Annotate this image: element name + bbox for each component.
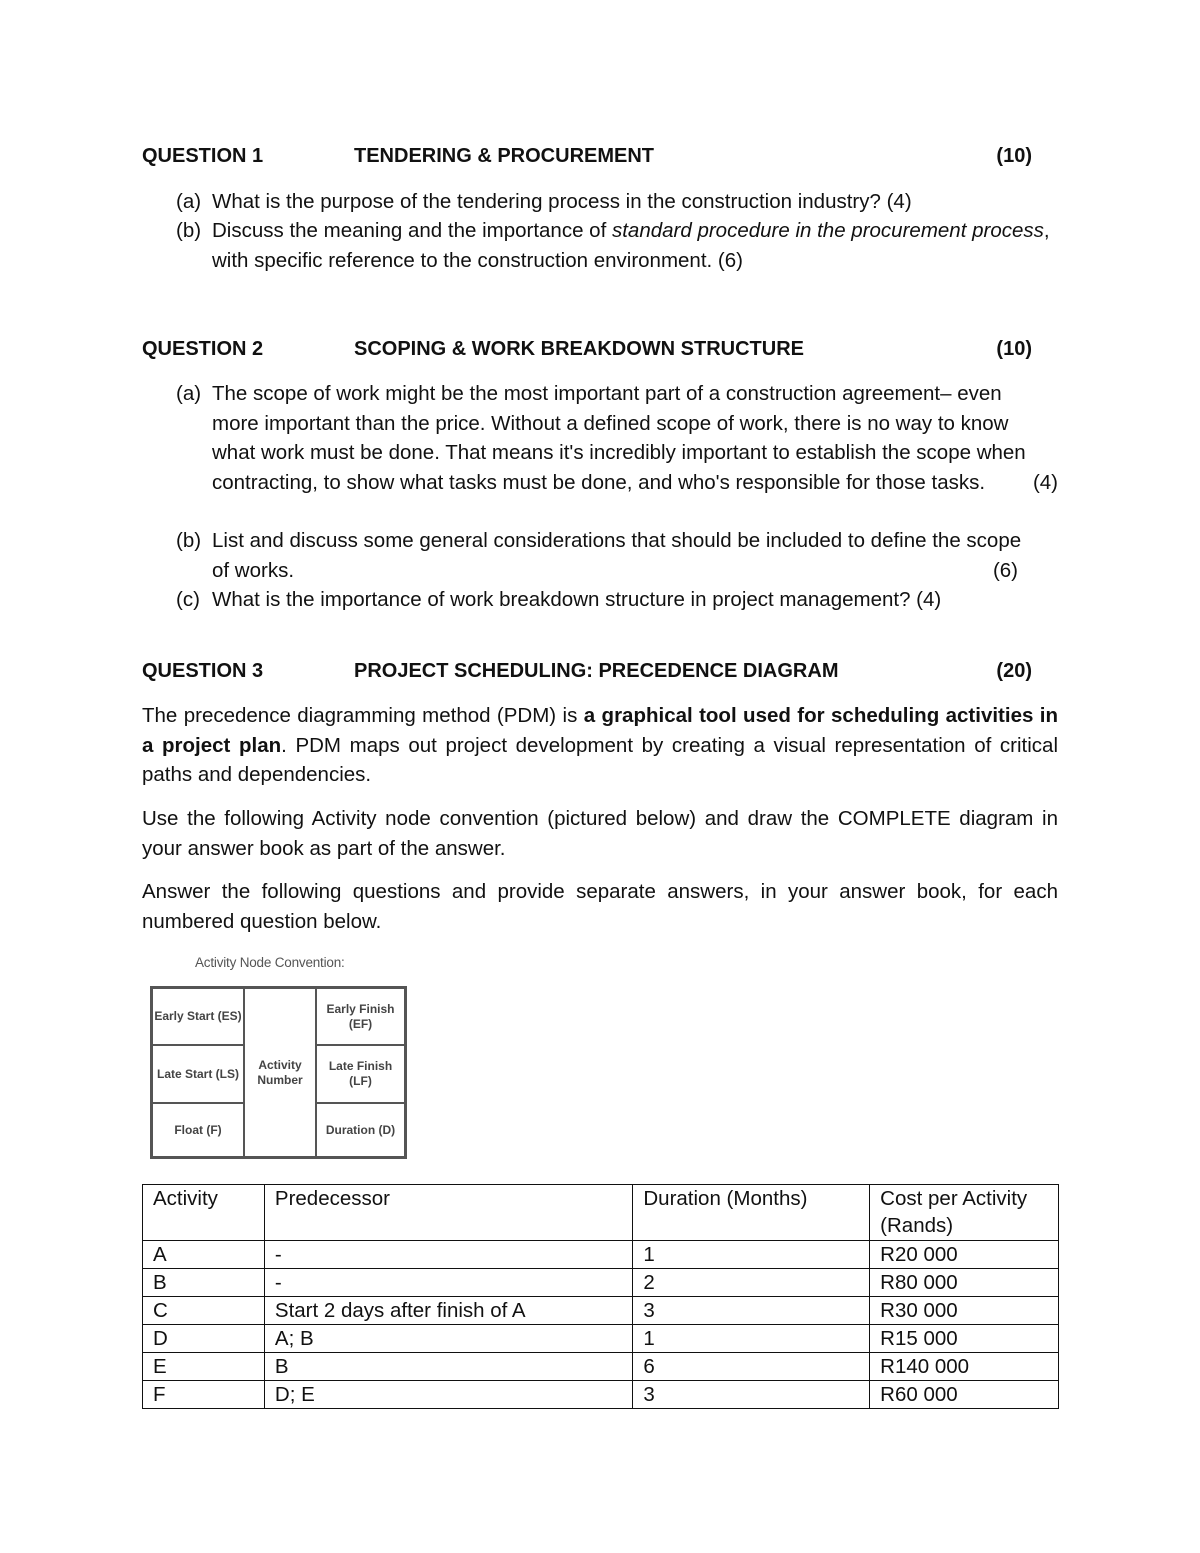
table-cell: 1 — [633, 1325, 870, 1353]
question-2-heading — [142, 334, 1032, 364]
cell-late-start: Late Start (LS) — [152, 1045, 244, 1103]
table-cell: 3 — [633, 1297, 870, 1325]
table-row — [143, 1269, 1059, 1297]
question-1b — [176, 216, 1056, 275]
activity-table — [142, 1184, 1059, 1409]
table-cell: 3 — [633, 1381, 870, 1409]
item-label: (a) — [176, 382, 202, 405]
table-cell: B — [143, 1269, 265, 1297]
table-row — [143, 1353, 1059, 1381]
cell-duration: Duration (D) — [316, 1103, 405, 1157]
table-cell: A — [143, 1241, 265, 1269]
cell-late-finish: Late Finish (LF) — [316, 1045, 405, 1103]
item-label: (b) — [176, 219, 202, 242]
item-text-italic: standard procedure in the procurement process — [611, 219, 1044, 242]
table-row — [143, 1325, 1059, 1353]
question-title: TENDERING & PROCUREMENT — [354, 145, 655, 167]
question-3-paragraph-2: Use the following Activity node convention (pictured below) and draw the COMPLETE diagram in your answer book as part of the answer. — [142, 807, 1058, 860]
item-label: (c) — [176, 588, 200, 611]
table-cell: R30 000 — [870, 1297, 1059, 1325]
table-cell: R20 000 — [870, 1241, 1059, 1269]
cell-float: Float (F) — [152, 1103, 244, 1157]
question-3-paragraph-1 — [142, 701, 1058, 790]
item-text-pre: Discuss the meaning and the importance of — [212, 219, 612, 242]
table-cell: 1 — [633, 1241, 870, 1269]
table-cell: F — [143, 1381, 265, 1409]
question-title: SCOPING & WORK BREAKDOWN STRUCTURE — [354, 338, 804, 360]
question-number: QUESTION 3 — [142, 660, 264, 682]
table-row — [143, 1297, 1059, 1325]
table-cell: R15 000 — [870, 1325, 1059, 1353]
table-cell: R140 000 — [870, 1353, 1059, 1381]
item-label: (b) — [176, 529, 202, 552]
cell-early-finish: Early Finish (EF) — [316, 988, 405, 1045]
question-marks: (10) — [996, 145, 1032, 167]
table-cell: C — [143, 1297, 265, 1325]
item-label: (a) — [176, 190, 202, 213]
item-text: List and discuss some general considerations that should be included to define the scope of works. — [212, 529, 1022, 582]
table-cell: R80 000 — [870, 1269, 1059, 1297]
table-cell: 6 — [633, 1353, 870, 1381]
question-3-paragraph-3: Answer the following questions and provide separate answers, in your answer book, for each numbered question below. — [142, 880, 1058, 933]
question-2a — [176, 379, 1058, 497]
item-text: What is the importance of work breakdown structure in project management? (4) — [212, 588, 942, 611]
table-header-cell: Predecessor — [264, 1185, 632, 1241]
paragraph-text-bold: a graphical tool used for scheduling activities in a project plan — [142, 704, 1058, 757]
table-row — [143, 1241, 1059, 1269]
table-cell: D — [143, 1325, 265, 1353]
cell-early-start: Early Start (ES) — [152, 988, 244, 1045]
item-text: What is the purpose of the tendering process in the construction industry? (4) — [212, 190, 912, 213]
item-text — [212, 216, 1056, 275]
table-cell: Start 2 days after finish of A — [264, 1297, 632, 1325]
table-cell: D; E — [264, 1381, 632, 1409]
question-marks: (10) — [996, 338, 1032, 360]
paragraph-text-post: . PDM maps out project development by creating a visual representation of critical paths and dependencies. — [142, 733, 1059, 786]
table-cell: A; B — [264, 1325, 632, 1353]
table-header-cell: Activity — [143, 1185, 265, 1241]
question-title: PROJECT SCHEDULING: PRECEDENCE DIAGRAM — [354, 660, 839, 682]
question-2c — [176, 585, 1066, 615]
convention-title: Activity Node Convention: — [195, 955, 345, 970]
table-cell: B — [264, 1353, 632, 1381]
table-header-cell: Duration (Months) — [633, 1185, 870, 1241]
table-cell: R60 000 — [870, 1381, 1059, 1409]
question-number: QUESTION 2 — [142, 338, 264, 360]
question-marks: (20) — [996, 660, 1032, 682]
question-number: QUESTION 1 — [142, 145, 264, 167]
table-cell: E — [143, 1353, 265, 1381]
item-marks: (6) — [992, 558, 1018, 582]
cell-activity-number: Activity Number — [244, 988, 316, 1157]
question-3-heading — [142, 656, 1032, 686]
table-cell: - — [264, 1269, 632, 1297]
item-marks: (4) — [1032, 470, 1058, 494]
item-text: The scope of work might be the most important part of a construction agreement– even more important than the price. Without a defined scope of work, there is no way to know what work must be done. That means it's incredibly important to establish the scope when contracting, to show what tasks must be done, and who's responsible for those tasks. — [212, 382, 1026, 494]
table-cell: - — [264, 1241, 632, 1269]
table-cell: 2 — [633, 1269, 870, 1297]
table-row — [143, 1381, 1059, 1409]
question-1a — [176, 187, 1066, 217]
activity-node-convention — [150, 986, 407, 1159]
question-2b — [176, 526, 1026, 585]
question-1-heading — [142, 141, 1032, 171]
table-header-cell: Cost per Activity (Rands) — [870, 1185, 1059, 1241]
item-text-post: , with specific reference to the construction environment. (6) — [212, 219, 1050, 272]
paragraph-text-pre: The precedence diagramming method (PDM) is — [142, 704, 584, 727]
table-header-row — [143, 1185, 1059, 1241]
